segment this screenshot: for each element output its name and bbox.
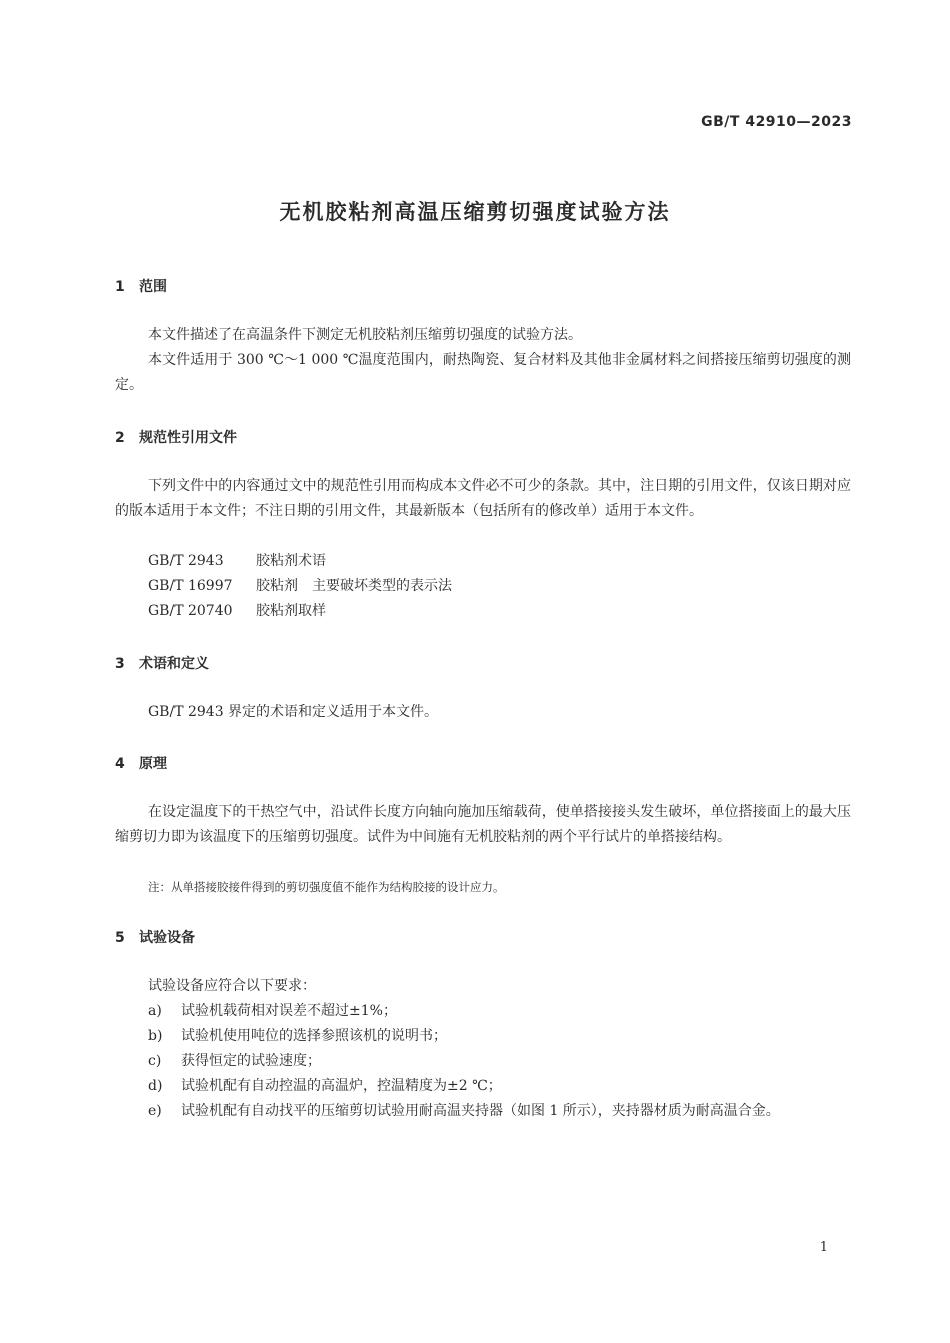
section-1-paragraph-2: 本文件适用于 300 ℃～1 000 ℃温度范围内，耐热陶瓷、复合材料及其他非金属材料之间搭接压缩剪切强度的测定。 — [115, 352, 851, 393]
normative-reference — [148, 574, 452, 599]
document-title: 无机胶粘剂高温压缩剪切强度试验方法 — [279, 200, 671, 224]
reference-title: 胶粘剂取样 — [256, 603, 326, 619]
section-number: 2 — [115, 430, 125, 446]
section-title: 原理 — [139, 756, 167, 772]
list-item-text: 试验机配有自动控温的高温炉，控温精度为±2 ℃； — [181, 1078, 502, 1094]
reference-code: GB/T 2943 — [148, 553, 224, 569]
section-2-paragraph-1: 下列文件中的内容通过文中的规范性引用而构成本文件必不可少的条款。其中，注日期的引用文件，仅该日期对应的版本适用于本文件；不注日期的引用文件，其最新版本（包括所有的修改单）适用于本文件。 — [115, 478, 851, 519]
reference-title: 胶粘剂术语 — [256, 553, 326, 569]
standard-number: GB/T 42910—2023 — [701, 114, 852, 130]
section-number: 4 — [115, 756, 125, 772]
list-item — [148, 999, 851, 1024]
normative-reference — [148, 549, 326, 574]
section-3-paragraph-1: GB/T 2943 界定的术语和定义适用于本文件。 — [148, 704, 439, 720]
list-item-text: 试验机使用吨位的选择参照该机的说明书； — [181, 1028, 447, 1044]
section-1-heading — [115, 276, 167, 296]
list-item-text: 试验机配有自动找平的压缩剪切试验用耐高温夹持器（如图 1 所示），夹持器材质为耐高温合金。 — [181, 1103, 780, 1119]
section-2-heading — [115, 427, 237, 447]
page-number: 1 — [819, 1240, 828, 1255]
section-title: 试验设备 — [139, 930, 195, 946]
section-title: 规范性引用文件 — [139, 430, 237, 446]
list-item-label: a) — [148, 1003, 162, 1019]
section-number: 1 — [115, 279, 125, 295]
section-number: 3 — [115, 656, 125, 672]
section-5-intro: 试验设备应符合以下要求： — [148, 978, 316, 994]
section-title: 范围 — [139, 279, 167, 295]
section-4-paragraph-1: 在设定温度下的干热空气中，沿试件长度方向轴向施加压缩载荷，使单搭接接头发生破坏，单位搭接面上的最大压缩剪切力即为该温度下的压缩剪切强度。试件为中间施有无机胶粘剂的两个平行试片的单搭接结构。 — [115, 804, 851, 845]
list-item — [148, 1049, 851, 1074]
list-item-text: 试验机载荷相对误差不超过±1%； — [181, 1003, 397, 1019]
list-item-label: d) — [148, 1078, 163, 1094]
list-item-label: b) — [148, 1028, 163, 1044]
list-item — [148, 1024, 851, 1049]
section-1-paragraph-1: 本文件描述了在高温条件下测定无机胶粘剂压缩剪切强度的试验方法。 — [148, 327, 582, 343]
section-4-heading — [115, 753, 167, 773]
reference-code: GB/T 20740 — [148, 603, 233, 619]
section-5-heading — [115, 927, 195, 947]
section-number: 5 — [115, 930, 125, 946]
normative-reference — [148, 599, 326, 624]
list-item — [148, 1074, 851, 1099]
list-item-text: 获得恒定的试验速度； — [181, 1053, 321, 1069]
list-item — [148, 1099, 851, 1124]
section-3-heading — [115, 653, 209, 673]
list-item-label: e) — [148, 1103, 162, 1119]
section-title: 术语和定义 — [139, 656, 209, 672]
list-item-label: c) — [148, 1053, 162, 1069]
reference-code: GB/T 16997 — [148, 578, 233, 594]
section-4-note: 注：从单搭接胶接件得到的剪切强度值不能作为结构胶接的设计应力。 — [148, 880, 505, 894]
reference-title: 胶粘剂 主要破坏类型的表示法 — [256, 578, 452, 594]
